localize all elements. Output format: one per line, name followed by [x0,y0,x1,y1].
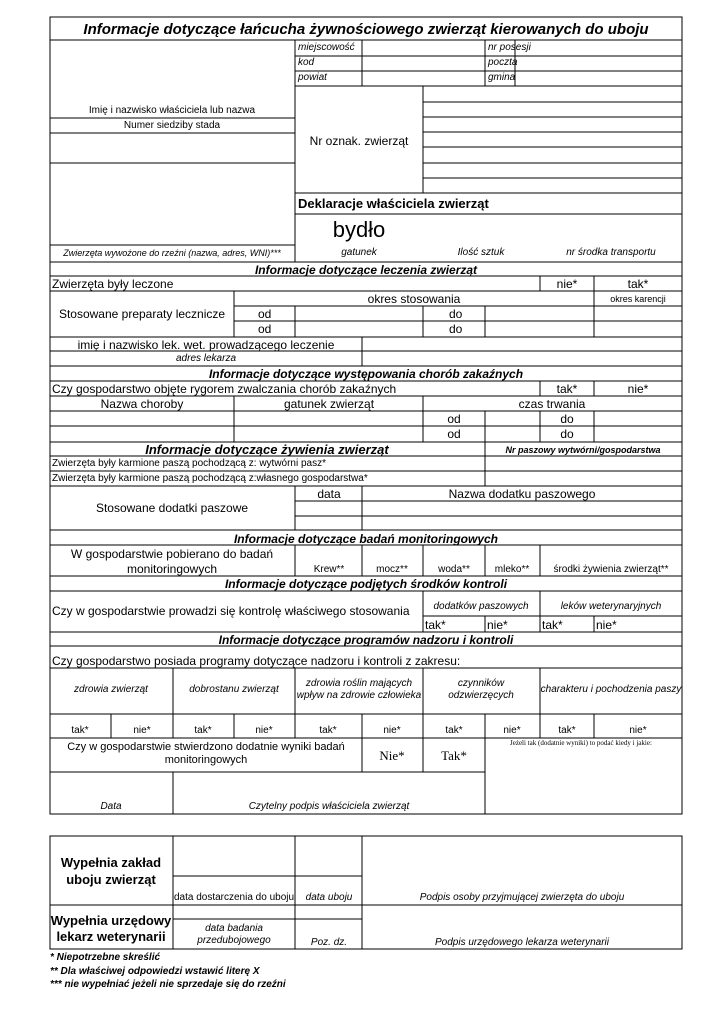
prog-czynnikow-nie[interactable]: nie* [503,725,521,736]
gmina-label: gmina [488,72,516,83]
czynnikow-label-line2: odzwierzęcych [448,690,514,701]
zdrowia-label: zdrowia zwierząt [74,684,148,695]
footnote-1: * Niepotrzebne skreślić [50,952,161,963]
ilosc-label: Ilość sztuk [457,247,505,258]
krew-option[interactable]: Krew** [313,564,345,575]
lekow-label: leków weterynaryjnych [560,601,662,612]
fed-factory-label: Zwierzęta były karmione paszą pochodzącą z: wytwórni pasz* [52,458,327,469]
prog-zdrowia-tak[interactable]: tak* [71,725,89,736]
vet-signature-label: Podpis urzędowego lekarza weterynarii [435,937,609,948]
herd-number-label: Numer siedziby stada [123,120,221,131]
prog-roslin-tak[interactable]: tak* [319,725,337,736]
poczta-label: poczta [488,57,518,68]
additive-name-label: Nazwa dodatku paszowego [448,487,596,501]
mocz-option[interactable]: mocz** [376,564,408,575]
disease-do-2: do [560,427,574,441]
disease-species-label: gatunek zwierząt [283,397,375,411]
monitoring-heading: Informacje dotyczące badań monitoringowych [233,532,499,546]
slaughter-date-label: data uboju [305,892,353,903]
diseases-nie-option[interactable]: nie* [627,382,649,396]
diseases-tak-option[interactable]: tak* [556,382,578,396]
owner-signature-label: Czytelny podpis właściciela zwierząt [248,801,410,812]
roslin-label-line1: zdrowia roślin mających [305,678,413,689]
transport-label: nr środka transportu [566,247,656,258]
prog-zdrowia-nie[interactable]: nie* [133,725,151,736]
prog-charakteru-tak[interactable]: tak* [558,725,576,736]
control-question: Czy w gospodarstwie prowadzi się kontrolę właściwego stosowania [52,604,410,618]
charakteru-label: charakteru i pochodzenia paszy [540,684,682,695]
preparaty-label: Stosowane preparaty lecznicze [58,307,226,321]
carrier-label: Zwierzęta wywożone do rzeźni (nazwa, adres, WNI)*** [63,248,281,258]
nr-posesji-label: nr posesji [488,42,531,53]
positive-details-label: Jeżeli tak (dodatnie wyniki) to podać kiedy i jakie: [510,739,652,747]
treatment-do-2: do [449,322,463,336]
mleko-option[interactable]: mleko** [494,564,530,575]
zaklad-label-line1: Wypełnia zakład [60,855,162,870]
owner-date-label: Data [100,801,122,812]
treatment-od-2: od [258,322,272,336]
control-additives-nie[interactable]: nie* [487,618,508,632]
diseases-heading: Informacje dotyczące występowania chorób zakaźnych [208,367,524,381]
prog-dobrostanu-tak[interactable]: tak* [194,725,212,736]
positive-nie-option[interactable]: Nie* [379,748,405,763]
fed-own-label: Zwierzęta były karmione paszą pochodzącą z:własnego gospodarstwa* [52,473,368,484]
roslin-label-line2: wpływ na zdrowie człowieka [296,690,422,701]
species-value: bydło [332,217,386,242]
czynnikow-label-line1: czynników [457,678,505,689]
prog-roslin-nie[interactable]: nie* [383,725,401,736]
okres-label: okres stosowania [367,292,461,306]
footnote-2: ** Dla właściwej odpowiedzi wstawić literę X [50,966,260,977]
diseases-question: Czy gospodarstwo objęte rygorem zwalczania chorób zakaźnych [52,382,397,396]
programs-heading: Informacje dotyczące programów nadzoru i kontroli [218,633,514,647]
vet-label: imię i nazwisko lek. wet. prowadzącego leczenie [77,338,335,352]
treatment-do-1: do [449,307,463,321]
prog-czynnikow-tak[interactable]: tak* [445,725,463,736]
poz-dz-label: Poz. dz. [310,937,348,948]
treated-nie-option[interactable]: nie* [556,277,578,291]
gatunek-label: gatunek [341,247,377,258]
prog-dobrostanu-nie[interactable]: nie* [255,725,273,736]
disease-do-1: do [560,412,574,426]
prog-charakteru-nie[interactable]: nie* [629,725,647,736]
exam-date-label-line2: przedubojowego [197,935,271,946]
control-drugs-tak[interactable]: tak* [542,618,563,632]
lekarz-label-line2: lekarz weterynarii [56,929,166,944]
treatment-heading: Informacje dotyczące leczenia zwierząt [254,263,478,277]
monitoring-question-line1: W gospodarstwie pobierano do badań [70,547,274,561]
control-heading: Informacje dotyczące podjętych środków kontroli [224,577,508,591]
kod-label: kod [298,57,315,68]
miejscowosc-label: miejscowość [298,42,355,53]
zaklad-label-line2: uboju zwierząt [66,872,156,887]
additive-date-label: data [317,487,341,501]
footnote-3: *** nie wypełniać jeżeli nie sprzedaje się do rzeźni [50,979,286,990]
disease-name-label: Nazwa choroby [100,397,184,411]
exam-date-label-line1: data badania [205,923,263,934]
disease-od-2: od [447,427,461,441]
delivery-date-label: data dostarczenia do uboju [173,892,295,903]
monitoring-question-line2: monitoringowych [126,562,218,576]
dodatkow-label: dodatków paszowych [433,601,529,612]
control-additives-tak[interactable]: tak* [425,618,446,632]
receiver-signature-label: Podpis osoby przyjmującej zwierzęta do uboju [419,892,625,903]
woda-option[interactable]: woda** [438,564,470,575]
treated-label: Zwierzęta były leczone [52,277,174,291]
treated-tak-option[interactable]: tak* [627,277,649,291]
owner-declarations-heading: Deklaracje właściciela zwierząt [298,196,489,211]
additives-label: Stosowane dodatki paszowe [95,501,249,515]
vet-address-label: adres lekarza [175,353,237,364]
dobrostanu-label: dobrostanu zwierząt [189,684,279,695]
positive-question-line2: monitoringowych [164,754,248,766]
srodki-option[interactable]: środki żywienia zwierząt** [553,564,669,575]
animal-id-label: Nr oznak. zwierząt [309,134,409,148]
lekarz-label-line1: Wypełnia urzędowy [50,913,172,928]
form-title: Informacje dotyczące łańcucha żywnościowego zwierząt kierowanych do uboju [83,21,649,38]
treatment-od-1: od [258,307,272,321]
positive-question-line1: Czy w gospodarstwie stwierdzono dodatnie wyniki badań [67,741,345,753]
positive-tak-option[interactable]: Tak* [441,748,467,763]
disease-duration-label: czas trwania [518,397,586,411]
powiat-label: powiat [298,72,327,83]
feed-number-label: Nr paszowy wytwórni/gospodarstwa [505,445,661,455]
control-drugs-nie[interactable]: nie* [596,618,617,632]
programs-question: Czy gospodarstwo posiada programy dotyczące nadzoru i kontroli z zakresu: [52,654,461,668]
disease-od-1: od [447,412,461,426]
owner-name-label: Imię i nazwisko właściciela lub nazwa [88,105,256,116]
karencja-label: okres karencji [610,294,666,304]
feeding-heading: Informacje dotyczące żywienia zwierząt [145,442,389,457]
